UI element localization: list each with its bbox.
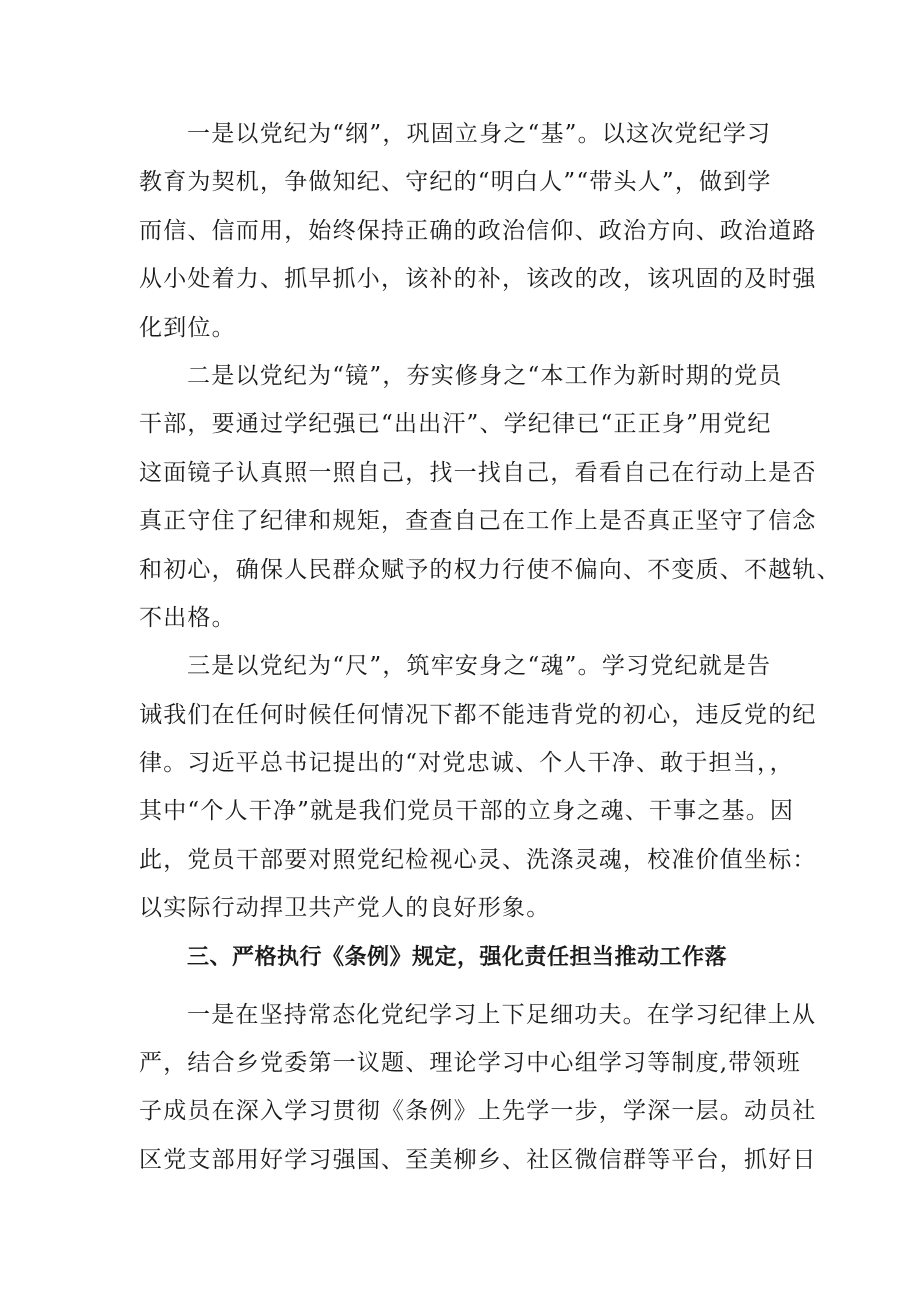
paragraph-3 (139, 642, 817, 932)
document-page (139, 110, 841, 1184)
paragraph-line: 其中“个人干净”就是我们党员干部的立身之魂、干事之基。因 (139, 798, 795, 825)
paragraph-1 (139, 110, 817, 352)
paragraph-4 (139, 991, 817, 1185)
paragraph-line: 此，党员干部要对照党纪检视心灵、洗涤灵魂，校准价值坐标： (139, 846, 817, 873)
paragraph-2 (139, 352, 841, 642)
paragraph-line: 二是以党纪为“镜”，夯实修身之“本工作为新时期的党员 (187, 362, 783, 389)
paragraph-line: 诫我们在任何时候任何情况下都不能违背党的初心，违反党的纪 (139, 701, 817, 728)
paragraph-line: 子成员在深入学习贯彻《条例》上先学一步，学深一层。动员社 (139, 1098, 817, 1125)
paragraph-line: 区党支部用好学习强国、至美柳乡、社区微信群等平台，抓好日 (139, 1146, 817, 1173)
paragraph-line: 化到位。 (139, 314, 236, 341)
paragraph-line: 三是以党纪为“尺”，筑牢安身之“魂”。学习党纪就是告 (187, 653, 772, 680)
paragraph-line: 干部，要通过学纪强已“出出汗”、学纪律已“正正身”用党纪 (139, 411, 772, 438)
paragraph-line: 律。习近平总书记提出的“对党忠诚、个人干净、敢于担当，， (139, 750, 794, 777)
paragraph-line: 一是在坚持常态化党纪学习上下足细功夫。在学习纪律上从 (187, 1001, 817, 1028)
paragraph-line: 以实际行动捍卫共产党人的良好形象。 (139, 895, 551, 922)
paragraph-line: 严，结合乡党委第一议题、理论学习中心组学习等制度,带领班 (139, 1050, 801, 1077)
paragraph-line: 从小处着力、抓早抓小，该补的补，该改的改，该巩固的及时强 (139, 266, 817, 293)
paragraph-line: 不出格。 (139, 604, 236, 631)
paragraph-line: 一是以党纪为“纲”，巩固立身之“基”。以这次党纪学习 (187, 121, 772, 147)
paragraph-line: 真正守住了纪律和规矩，查查自己在工作上是否真正坚守了信念 (139, 508, 817, 535)
paragraph-line: 和初心，确保人民群众赋予的权力行使不偏向、不变质、不越轨、 (139, 556, 841, 583)
paragraph-line: 教育为契机，争做知纪、守纪的“明白人”“带头人”，做到学 (139, 169, 772, 196)
paragraph-line: 这面镜子认真照一照自己，找一找自己，看看自己在行动上是否 (139, 459, 817, 486)
paragraph-line: 而信、信而用，始终保持正确的政治信仰、政治方向、政治道路 (139, 217, 817, 244)
section-heading: 三、严格执行《条例》规定，强化责任担当推动工作落 (187, 944, 728, 970)
